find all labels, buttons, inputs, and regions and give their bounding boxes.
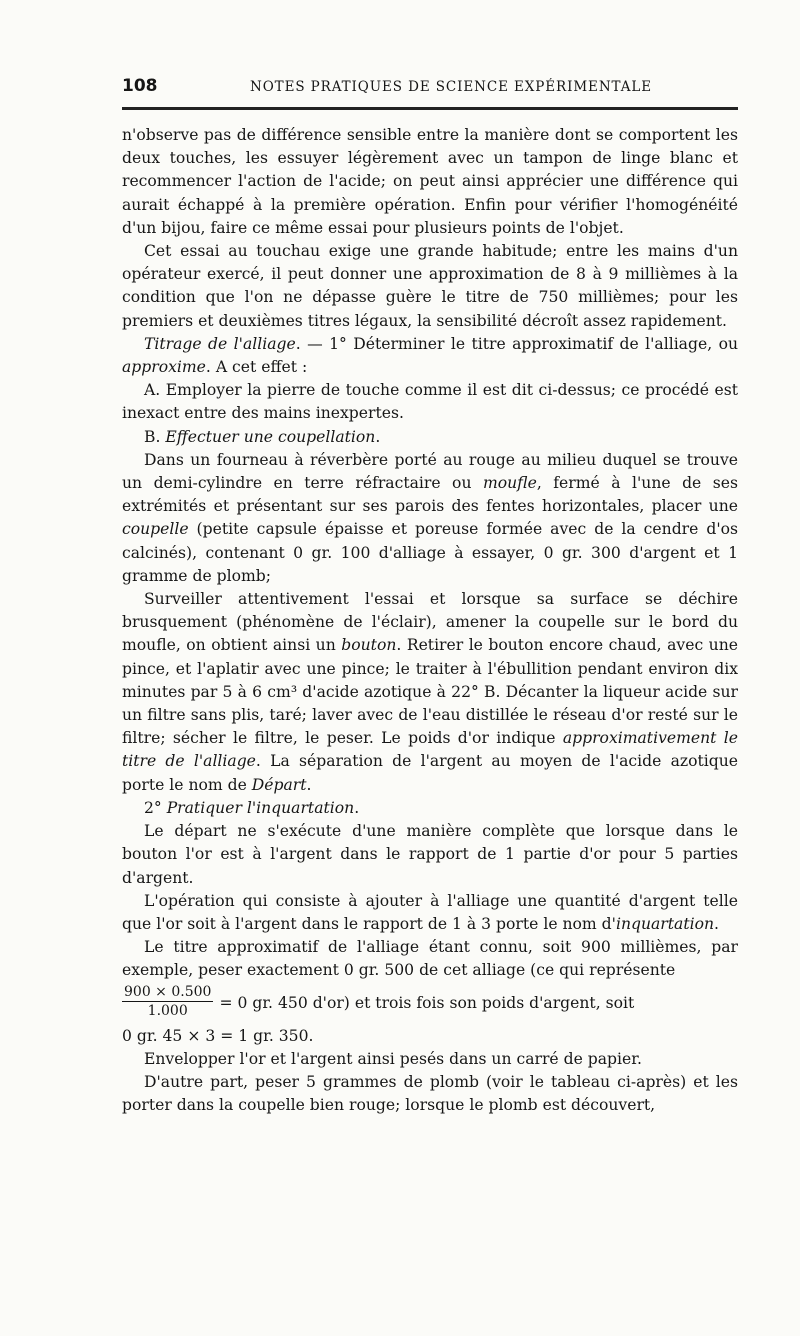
paragraph-step-2: 2° Pratiquer l'inquartation.	[144, 798, 360, 817]
paragraph-titre: Le titre approximatif de l'alliage étant connu, soit 900 millièmes, par exemple, peser exactement 0 gr. 500 de cet alliage (ce qui représente	[122, 938, 738, 980]
fraction-numerator: 900 × 0.500	[124, 983, 212, 1000]
italic-heading-titrage: Titrage de l'alliage	[144, 334, 296, 353]
paragraph-plomb: D'autre part, peser 5 grammes de plomb (voir le tableau ci-après) et les porter dans la coupelle bien rouge; lorsque le plomb est découvert,	[122, 1072, 738, 1115]
italic-inquartation: inquartation	[615, 914, 715, 933]
paragraph-operation: L'opération qui consiste à ajouter à l'alliage une quantité d'argent telle que l'or soit à l'argent dans le rapport de 1 à 3 porte le nom d'inquartation.	[122, 891, 738, 933]
running-title: NOTES PRATIQUES DE SCIENCE EXPÉRIMENTALE	[250, 79, 652, 95]
paragraph-fourneau: Dans un fourneau à réverbère porté au rouge au milieu duquel se trouve un demi-cylindre en terre réfractaire ou moufle, fermé à l'une de ses extrémités et présentant sur ses parois des fentes horizontales, placer une coupelle (petite capsule épaisse et poreuse formée avec de la cendre d'os calcinés), contenant 0 gr. 100 d'alliage à essayer, 0 gr. 300 d'argent et 1 gramme de plomb;	[122, 450, 738, 585]
body-text	[122, 124, 738, 1117]
page-header	[122, 76, 738, 98]
formula-rest: = 0 gr. 450 d'or) et trois fois son poids d'argent, soit	[219, 993, 635, 1012]
paragraph-continuation: n'observe pas de différence sensible entre la manière dont se comportent les deux touches, les essuyer légèrement avec un tampon de linge blanc et recommencer l'action de l'acide; on peut ainsi apprécier une différence qui aurait échappé à la première opération. Enfin pour vérifier l'homogénéité d'un bijou, faire ce même essai pour plusieurs points de l'objet.	[122, 126, 738, 237]
paragraph-depart: Le départ ne s'exécute d'une manière complète que lorsque dans le bouton l'or est à l'argent dans le rapport de 1 partie d'or pour 5 parties d'argent.	[122, 822, 738, 887]
paragraph-step-a: A. Employer la pierre de touche comme il est dit ci-dessus; ce procédé est inexact entre des mains inexpertes.	[122, 381, 738, 423]
paragraph-titrage: Titrage de l'alliage. — 1° Déterminer le titre approximatif de l'alliage, ou approxime. A cet effet :	[122, 334, 738, 377]
paragraph-envelopper: Envelopper l'or et l'argent ainsi pesés dans un carré de papier.	[144, 1049, 642, 1068]
paragraph-step-b: B. Effectuer une coupellation.	[144, 427, 381, 446]
fraction	[122, 983, 213, 1020]
italic-inquartation-heading: Pratiquer l'inquartation	[166, 798, 355, 817]
paragraph-calc: 0 gr. 45 × 3 = 1 gr. 350.	[122, 1026, 314, 1045]
page-number: 108	[122, 76, 158, 96]
paragraph-surveiller: Surveiller attentivement l'essai et lorsque sa surface se déchire brusquement (phénomène de l'éclair), amener la coupelle sur le bord du moufle, on obtient ainsi un bouton. Retirer le bouton encore chaud, avec une pince, et l'aplatir avec une pince; le traiter à l'ébullition pendant environ dix minutes par 5 à 6 cm³ d'acide azotique à 22° B. Décanter la liqueur acide sur un filtre sans plis, taré; laver avec de l'eau distillée le réseau d'or resté sur le filtre; sécher le filtre, le peser. Le poids d'or indique approximativement le titre de l'alliage. La séparation de l'argent au moyen de l'acide azotique porte le nom de Départ.	[122, 590, 739, 794]
italic-coupelle: coupelle	[122, 520, 189, 539]
italic-coupellation: Effectuer une coupellation	[165, 427, 376, 446]
italic-approxime: approxime	[122, 358, 206, 377]
italic-moufle: moufle	[482, 474, 537, 493]
italic-bouton: bouton	[341, 636, 397, 655]
header-rule	[122, 107, 738, 110]
italic-depart: Départ	[251, 775, 307, 794]
italic-approximativement: approximativement le titre de l'alliage	[122, 729, 738, 771]
formula-line	[122, 983, 738, 1025]
paragraph-touchau: Cet essai au touchau exige une grande habitude; entre les mains d'un opérateur exercé, il peut donner une approximation de 8 à 9 millièmes à la condition que l'on ne dépasse guère le titre de 750 millièmes; pour les premiers et deuxièmes titres légaux, la sensibilité décroît assez rapidement.	[122, 242, 738, 330]
fraction-denominator: 1.000	[147, 1002, 188, 1019]
